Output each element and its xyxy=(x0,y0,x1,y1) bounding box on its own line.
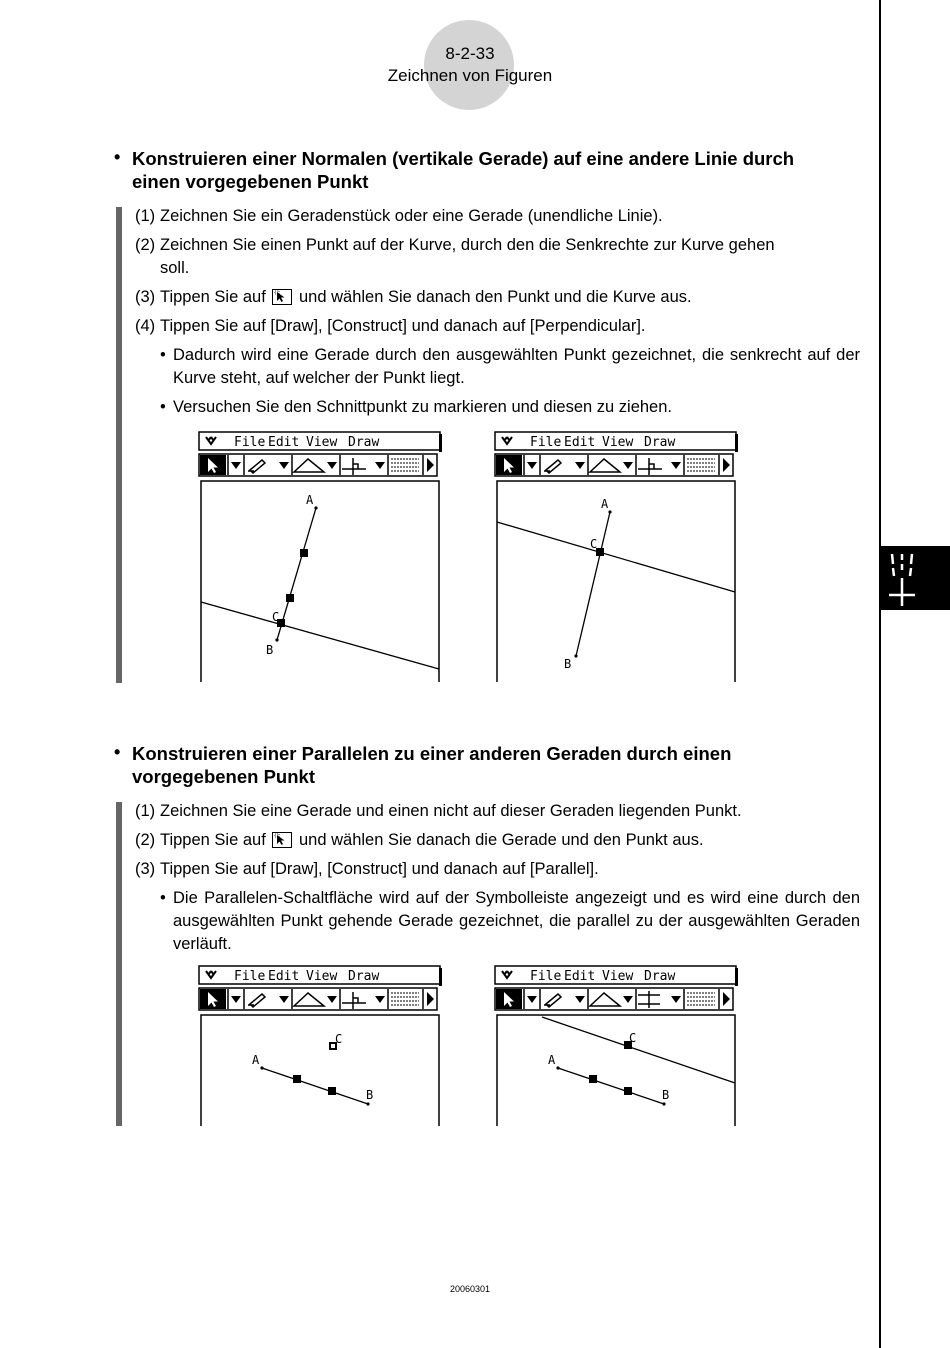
label-b: B xyxy=(366,1088,374,1102)
menu-item-file: File xyxy=(234,969,266,984)
menu-item-view: View xyxy=(602,969,634,984)
calculator-screen-4 xyxy=(494,964,738,1126)
step-number: (3) xyxy=(135,860,156,878)
label-b: B xyxy=(564,657,572,671)
bullet-text: Dadurch wird eine Gerade durch den ausgewählten Punkt gezeichnet, die senkrecht auf der Kurve steht, auf welcher der Punkt liegt. xyxy=(173,346,860,387)
point-b xyxy=(275,638,278,641)
step-text: und wählen Sie danach die Gerade und den Punkt aus. xyxy=(298,831,704,849)
footer-code: 20060301 xyxy=(449,1284,491,1294)
section-title: Zeichnen von Figuren xyxy=(387,66,553,85)
drawing-area xyxy=(497,1015,735,1126)
section1-heading xyxy=(132,147,872,193)
bullet-text: Versuchen Sie den Schnittpunkt zu markieren und diesen zu ziehen. xyxy=(173,398,672,416)
step-text: Tippen Sie auf xyxy=(160,288,266,306)
menu-item-draw: Draw xyxy=(348,969,380,984)
selection-handle xyxy=(286,594,294,602)
label-a: A xyxy=(548,1053,556,1067)
step-number: (2) xyxy=(135,831,156,849)
point-b xyxy=(366,1102,369,1105)
label-a: A xyxy=(601,497,609,511)
step-text: Tippen Sie auf [Draw], [Construct] und danach auf [Parallel]. xyxy=(160,860,599,878)
line-ab xyxy=(558,1068,664,1104)
select-tool-icon xyxy=(272,832,292,848)
step-number: (1) xyxy=(135,207,156,225)
calculator-svg xyxy=(198,430,442,682)
heading-bullet: • xyxy=(114,147,121,167)
step-text: Zeichnen Sie ein Geradenstück oder eine Gerade (unendliche Linie). xyxy=(160,207,663,225)
selection-handle xyxy=(328,1087,336,1095)
menu-item-edit: Edit xyxy=(564,435,596,450)
menu-item-edit: Edit xyxy=(268,435,300,450)
label-c: C xyxy=(272,610,280,624)
select-tool-icon xyxy=(272,289,292,305)
menu-shadow xyxy=(735,968,738,986)
menu-shadow xyxy=(439,968,442,986)
parallel-line xyxy=(542,1017,735,1083)
step-text: und wählen Sie danach den Punkt und die Kurve aus. xyxy=(298,288,692,306)
menu-shadow xyxy=(439,434,442,452)
section1-step-2 xyxy=(135,234,860,280)
calculator-screen-1 xyxy=(198,430,442,682)
point-a xyxy=(556,1066,559,1069)
step-text: Tippen Sie auf xyxy=(160,831,266,849)
calculator-svg xyxy=(494,964,738,1126)
page-edge-rule xyxy=(879,0,881,1348)
section1-bullet-1: • Dadurch wird eine Gerade durch den ausgewählten Punkt gezeichnet, die senkrecht auf der Kurve steht, auf welcher der Punkt liegt. xyxy=(160,344,860,390)
label-c: C xyxy=(629,1031,637,1045)
section1-step-3 xyxy=(135,286,860,309)
selection-handle xyxy=(589,1075,597,1083)
section1-bullet-2: • Versuchen Sie den Schnittpunkt zu markieren und diesen zu ziehen. xyxy=(160,396,860,419)
section1-step-1 xyxy=(135,205,860,228)
step-number: (3) xyxy=(135,288,156,306)
label-c: C xyxy=(590,537,598,551)
section2-step-2 xyxy=(135,829,860,852)
menu-item-view: View xyxy=(602,435,634,450)
menu-item-view: View xyxy=(306,435,338,450)
section1-title-line1: Konstruieren einer Normalen (vertikale Gerade) auf eine andere Linie durch xyxy=(132,148,795,169)
menu-item-draw: Draw xyxy=(348,435,380,450)
menu-item-edit: Edit xyxy=(268,969,300,984)
section2-title-line1: Konstruieren einer Parallelen zu einer anderen Geraden durch einen xyxy=(132,743,732,764)
menu-item-file: File xyxy=(234,435,266,450)
point-b xyxy=(662,1102,665,1105)
drawing-area xyxy=(497,481,735,682)
geometry-chapter-icon xyxy=(881,546,950,610)
page-number: 8-2-33 xyxy=(445,44,495,63)
section2-step-3 xyxy=(135,858,860,881)
point-a xyxy=(608,510,611,513)
calculator-screen-2 xyxy=(494,430,738,682)
label-a: A xyxy=(252,1053,260,1067)
section1-title-line2: einen vorgegebenen Punkt xyxy=(132,171,369,192)
step-text: Zeichnen Sie eine Gerade und einen nicht auf dieser Geraden liegenden Punkt. xyxy=(160,802,742,820)
line-ab xyxy=(262,1068,368,1104)
calculator-screen-3 xyxy=(198,964,442,1126)
drawing-area-border xyxy=(201,1015,439,1126)
selection-handle xyxy=(293,1075,301,1083)
menu-shadow xyxy=(735,434,738,452)
bullet-text: Die Parallelen-Schaltfläche wird auf der Symbolleiste angezeigt und es wird eine durch den ausgewählten Punkt gehende Gerade gezeichnet, die parallel zu der ausgewählten Geraden verläuft. xyxy=(173,889,860,953)
chapter-tab xyxy=(881,546,950,610)
calculator-svg xyxy=(494,430,738,682)
selection-handle xyxy=(624,1087,632,1095)
step-text: Zeichnen Sie einen Punkt auf der Kurve, durch den die Senkrechte zur Kurve gehen xyxy=(160,236,775,254)
step-text-continuation: soll. xyxy=(160,259,190,277)
menu-item-draw: Draw xyxy=(644,969,676,984)
menu-item-draw: Draw xyxy=(644,435,676,450)
selection-handle xyxy=(300,549,308,557)
label-b: B xyxy=(266,643,274,657)
section1-step-4 xyxy=(135,315,860,338)
drawing-area xyxy=(201,1015,439,1126)
step-number: (4) xyxy=(135,317,156,335)
line-curve xyxy=(201,602,439,669)
label-a: A xyxy=(306,493,314,507)
section2-heading xyxy=(132,742,872,788)
point-b xyxy=(574,654,577,657)
menu-item-file: File xyxy=(530,969,562,984)
menu-item-edit: Edit xyxy=(564,969,596,984)
section2-title-line2: vorgegebenen Punkt xyxy=(132,766,315,787)
menu-item-view: View xyxy=(306,969,338,984)
label-b: B xyxy=(662,1088,670,1102)
drawing-area xyxy=(201,481,439,682)
calculator-svg xyxy=(198,964,442,1126)
line-curve xyxy=(497,522,735,592)
point-a xyxy=(314,506,317,509)
header-circle xyxy=(424,20,514,110)
section2-step-1 xyxy=(135,800,860,823)
menu-item-file: File xyxy=(530,435,562,450)
drawing-area-border xyxy=(201,481,439,682)
section2-bullet-1: • Die Parallelen-Schaltfläche wird auf der Symbolleiste angezeigt und es wird eine durch den ausgewählten Punkt gehende Gerade gezeichnet, die parallel zu der ausgewählten Geraden verläuft. xyxy=(160,887,860,956)
heading-bullet: • xyxy=(114,742,121,762)
step-number: (2) xyxy=(135,236,156,254)
section2-sidebar xyxy=(116,802,122,1126)
label-c: C xyxy=(335,1032,343,1046)
perpendicular-line xyxy=(576,512,610,656)
step-number: (1) xyxy=(135,802,156,820)
step-text: Tippen Sie auf [Draw], [Construct] und danach auf [Perpendicular]. xyxy=(160,317,646,335)
section1-sidebar xyxy=(116,207,122,683)
point-a xyxy=(260,1066,263,1069)
